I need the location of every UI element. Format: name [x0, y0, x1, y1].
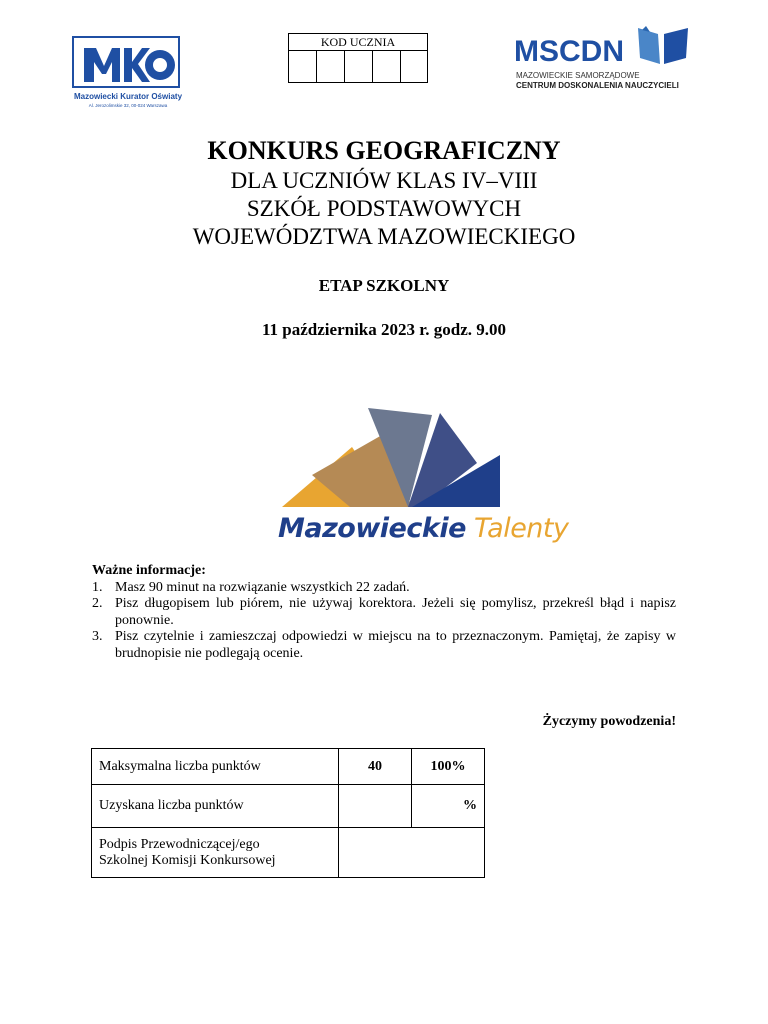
table-row	[92, 785, 485, 828]
info-item-number: 1.	[92, 579, 103, 595]
table-row	[92, 828, 485, 878]
good-luck-message: Życzymy powodzenia!	[542, 714, 676, 729]
stage-label: ETAP SZKOLNY	[318, 276, 450, 295]
signature-label	[92, 828, 339, 878]
mko-logo-name: Mazowiecki Kurator Oświaty	[73, 92, 183, 101]
max-points-label: Maksymalna liczba punktów	[92, 749, 339, 785]
score-table	[91, 748, 485, 878]
talent-logo-triangles	[272, 405, 508, 513]
student-code-cell[interactable]	[345, 51, 373, 82]
student-code-cell[interactable]	[317, 51, 345, 82]
student-code-cell[interactable]	[401, 51, 429, 82]
contest-subtitle-line: DLA UCZNIÓW KLAS IV–VIII	[230, 168, 538, 193]
info-item-number: 3.	[92, 629, 103, 644]
open-book-icon	[634, 26, 692, 66]
info-list-item	[92, 596, 676, 629]
signature-label-line: Szkolnej Komisji Konkursowej	[99, 852, 276, 868]
contest-subtitle-line: WOJEWÓDZTWA MAZOWIECKIEGO	[192, 224, 576, 249]
mko-logo-frame	[72, 36, 180, 88]
table-row	[92, 749, 485, 785]
info-item-number: 2.	[92, 596, 103, 611]
talent-logo-text	[278, 513, 568, 544]
max-percent-value: 100%	[412, 749, 485, 785]
talent-logo-word1: Mazowieckie	[278, 513, 466, 544]
mscdn-logo-line2: CENTRUM DOSKONALENIA NAUCZYCIELI	[516, 81, 679, 90]
student-code-cell[interactable]	[289, 51, 317, 82]
info-item-text: Pisz czytelnie i zamieszczaj odpowiedzi w miejscu na to przeznaczonym. Pamiętaj, że zapisy w brudnopisie nie podlegają ocenie.	[115, 629, 676, 661]
mko-logo-address: Al. Jerozolimskie 32, 00-024 Warszawa	[88, 103, 168, 108]
info-item-text: Pisz długopisem lub piórem, nie używaj korektora. Jeżeli się pomylisz, przekreśl błąd i napisz ponownie.	[115, 596, 676, 628]
student-code-box	[288, 33, 428, 83]
info-list-item	[92, 580, 676, 597]
signature-label-line: Podpis Przewodniczącej/ego	[99, 836, 260, 852]
obtained-percent-field[interactable]: %	[412, 785, 485, 828]
exam-date: 11 października 2023 r. godz. 9.00	[262, 320, 506, 339]
mko-logo-mark	[80, 42, 176, 86]
contest-subtitle-line: SZKÓŁ PODSTAWOWYCH	[246, 196, 522, 221]
mko-logo	[72, 36, 184, 112]
obtained-points-label: Uzyskana liczba punktów	[92, 785, 339, 828]
obtained-points-field[interactable]	[339, 785, 412, 828]
mazowieckie-talenty-logo	[272, 405, 569, 565]
important-info	[92, 563, 676, 662]
student-code-label: KOD UCZNIA	[289, 34, 427, 51]
info-item-text: Masz 90 minut na rozwiązanie wszystkich 22 zadań.	[115, 579, 410, 595]
mscdn-logo	[514, 26, 694, 96]
max-points-value: 40	[339, 749, 412, 785]
important-info-heading: Ważne informacje:	[92, 563, 206, 578]
mscdn-logo-letters: MSCDN	[514, 35, 624, 68]
contest-title: KONKURS GEOGRAFICZNY	[207, 136, 561, 165]
student-code-cell[interactable]	[373, 51, 401, 82]
info-list-item	[92, 629, 676, 662]
talent-logo-word2: Talenty	[473, 513, 569, 544]
mscdn-logo-line1: MAZOWIECKIE SAMORZĄDOWE	[516, 71, 640, 80]
signature-field[interactable]	[339, 828, 485, 878]
